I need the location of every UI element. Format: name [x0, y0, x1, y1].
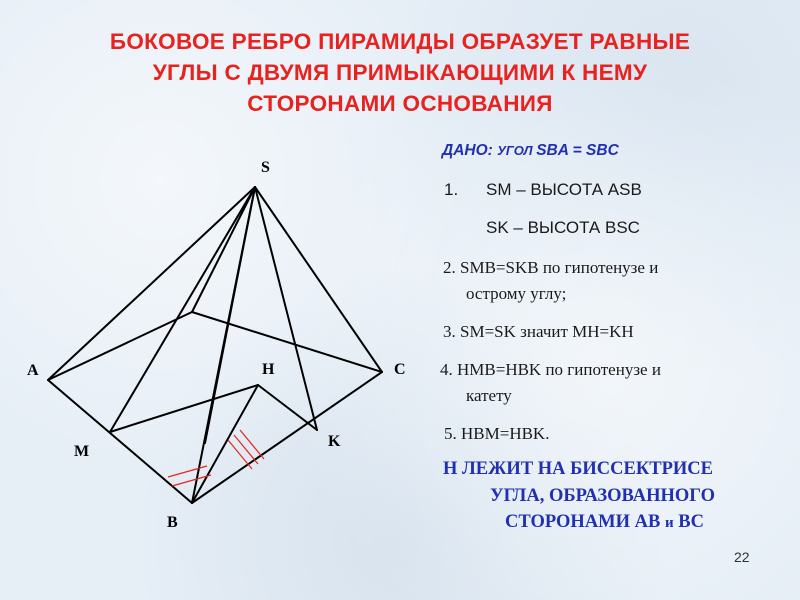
step-1-number: 1.: [444, 180, 459, 199]
given-prefix: ДАНО:: [442, 142, 498, 159]
step-2: 2. SMB=SKB по гипотенузе и: [443, 258, 659, 277]
segment-SK: [255, 187, 317, 430]
title-line-1: БОКОВОЕ РЕБРО ПИРАМИДЫ ОБРАЗУЕТ РАВНЫЕ: [109, 29, 691, 54]
step-1-continued: SK – ВЫСОТА BSC: [486, 218, 640, 237]
step-1-text: SM – ВЫСОТА ASB: [486, 180, 642, 199]
title-line-2: УГЛЫ С ДВУМЯ ПРИМЫКАЮЩИМИ К НЕМУ: [152, 60, 648, 85]
tick-mark: [228, 440, 252, 469]
tick-mark: [168, 466, 207, 477]
label-S: S: [261, 159, 270, 176]
edge-AB: [48, 380, 192, 503]
label-M: M: [74, 443, 90, 460]
segment-SM: [110, 187, 255, 432]
conclusion-line-3-b: и: [664, 515, 674, 531]
page-number: 22: [734, 549, 750, 565]
label-C: C: [394, 361, 406, 378]
label-K: K: [328, 433, 341, 450]
given-word: УГОЛ: [497, 143, 537, 158]
tick-mark: [234, 435, 258, 464]
conclusion-line-1: Н ЛЕЖИТ НА БИССЕКТРИСЕ: [443, 459, 713, 479]
label-H: H: [262, 361, 275, 378]
step-5: 5. HBM=HBK.: [444, 424, 550, 443]
step-4: 4. HMB=HBK по гипотенузе и: [440, 360, 661, 379]
step-2-continued: острому углу;: [466, 284, 567, 303]
conclusion-line-2: УГЛА, ОБРАЗОВАННОГО: [490, 486, 715, 506]
edge-AD: [48, 312, 192, 380]
step-3: 3. SM=SK значит MH=KH: [443, 322, 634, 341]
label-B: B: [167, 514, 178, 531]
label-A: A: [27, 362, 39, 379]
title-line-3: СТОРОНАМИ ОСНОВАНИЯ: [247, 91, 553, 116]
tick-mark: [240, 430, 264, 459]
conclusion-line-3-a: СТОРОНАМИ АВ: [505, 512, 665, 532]
edge-BC: [192, 372, 382, 503]
conclusion-line-3-c: ВС: [673, 512, 704, 532]
step-4-continued: катету: [466, 386, 512, 405]
edge-SD: [192, 187, 255, 312]
given-angles: SBA = SBC: [536, 142, 619, 159]
edge-SC: [255, 187, 382, 372]
